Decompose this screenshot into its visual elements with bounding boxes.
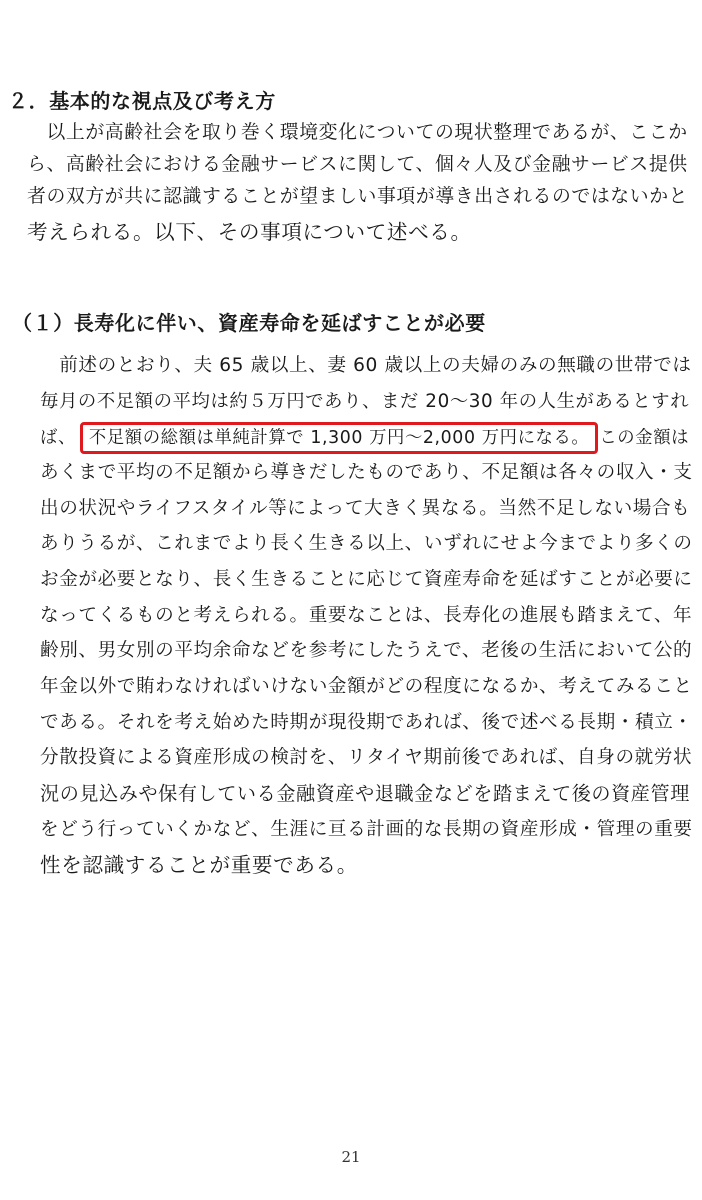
page-number: 21 [341, 1148, 361, 1166]
highlighted-paragraph-line [40, 422, 689, 454]
paragraph-line: である。それを考え始めた時期が現役期であれば、後で述べる長期・積立・ [40, 712, 693, 733]
paragraph-line: ら、高齢社会における金融サービスに関して、個々人及び金融サービス提供 [27, 154, 688, 175]
paragraph-line: あくまで平均の不足額から導きだしたものであり、不足額は各々の収入・支 [40, 462, 693, 483]
paragraph-line: 出の状況やライフスタイル等によって大きく異なる。当然不足しない場合も [40, 498, 691, 519]
subsection-heading: （１）長寿化に伴い、資産寿命を延ばすことが必要 [12, 311, 486, 335]
paragraph-line: 齢別、男女別の平均余命などを参考にしたうえで、老後の生活において公的 [40, 640, 693, 661]
line-prefix: ば、 [40, 428, 76, 448]
highlighted-text: 不足額の総額は単純計算で 1,300 万円～2,000 万円になる。 [88, 428, 590, 448]
paragraph-line: をどう行っていくかなど、生涯に亘る計画的な長期の資産形成・管理の重要 [40, 819, 693, 840]
paragraph-line: 者の双方が共に認識することが望ましい事項が導き出されるのではないかと [27, 186, 689, 207]
paragraph-line: 以上が高齢社会を取り巻く環境変化についての現状整理であるが、ここか [27, 122, 688, 143]
section-heading: ２．基本的な視点及び考え方 [8, 89, 276, 113]
paragraph-line: 性を認識することが重要である。 [40, 853, 358, 877]
paragraph-line: お金が必要となり、長く生きることに応じて資産寿命を延ばすことが必要に [40, 569, 693, 590]
paragraph-line: 前述のとおり、夫 65 歳以上、妻 60 歳以上の夫婦のみの無職の世帯では [40, 355, 692, 376]
paragraph-line: 分散投資による資産形成の検討を、リタイヤ期前後であれば、自身の就労状 [40, 747, 693, 768]
highlight-box [80, 422, 598, 454]
paragraph-line: ありうるが、これまでより長く生きる以上、いずれにせよ今までより多くの [40, 533, 693, 554]
paragraph-line: 年金以外で賄わなければいけない金額がどの程度になるか、考えてみること [40, 676, 693, 697]
line-suffix: この金額は [599, 428, 690, 448]
paragraph-line: 況の見込みや保有している金融資産や退職金などを踏まえて後の資産管理 [40, 782, 690, 805]
paragraph-line: 毎月の不足額の平均は約５万円であり、まだ 20～30 年の人生があるとすれ [40, 391, 690, 412]
paragraph-line: なってくるものと考えられる。重要なことは、長寿化の進展も踏まえて、年 [40, 605, 693, 626]
paragraph-line: 考えられる。以下、その事項について述べる。 [27, 220, 472, 244]
